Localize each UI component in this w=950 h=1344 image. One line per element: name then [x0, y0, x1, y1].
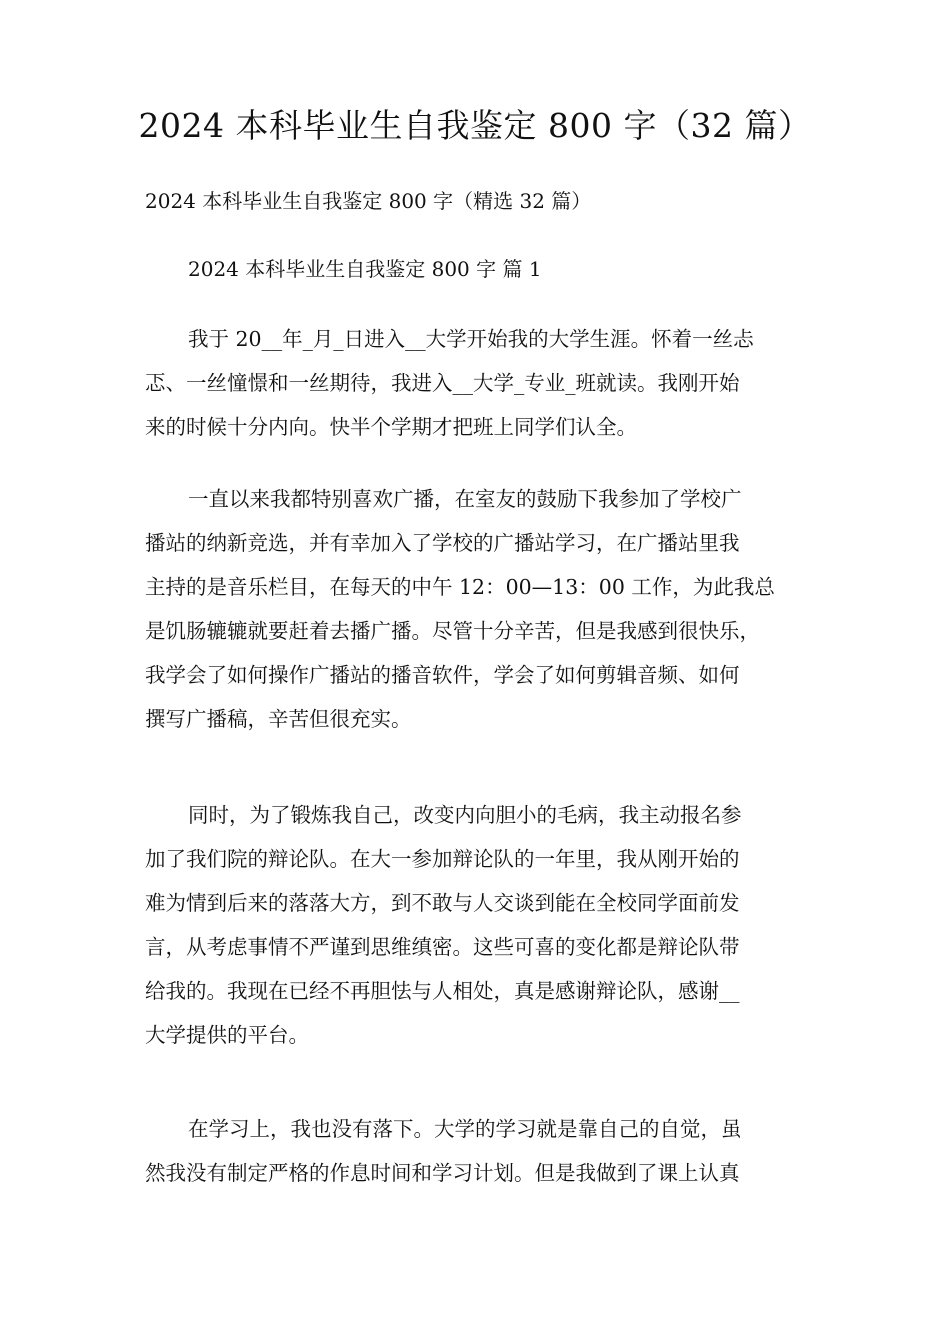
paragraph-line: 播站的纳新竞选，并有幸加入了学校的广播站学习，在广播站里我 — [145, 531, 740, 555]
paragraph-line: 在学习上，我也没有落下。大学的学习就是靠自己的自觉，虽 — [188, 1117, 742, 1141]
paragraph-line: 然我没有制定严格的作息时间和学习计划。但是我做到了课上认真 — [145, 1161, 740, 1185]
paragraph-line: 来的时候十分内向。快半个学期才把班上同学们认全。 — [145, 415, 637, 439]
paragraph-line: 忑、一丝憧憬和一丝期待，我进入__大学_专业_班就读。我刚开始 — [145, 371, 740, 395]
paragraph-line: 是饥肠辘辘就要赶着去播广播。尽管十分辛苦，但是我感到很快乐， — [145, 619, 760, 643]
paragraph-line: 撰写广播稿，辛苦但很充实。 — [145, 707, 412, 731]
paragraph-line: 同时，为了锻炼我自己，改变内向胆小的毛病，我主动报名参 — [188, 803, 742, 827]
paragraph-line: 主持的是音乐栏目，在每天的中午 12：00—13：00 工作，为此我总 — [145, 575, 775, 599]
paragraph-line: 我学会了如何操作广播站的播音软件，学会了如何剪辑音频、如何 — [145, 663, 740, 687]
paragraph-4 — [145, 1107, 805, 1195]
document-subtitle: 2024 本科毕业生自我鉴定 800 字（精选 32 篇） — [145, 189, 592, 213]
paragraph-line: 大学提供的平台。 — [145, 1023, 309, 1047]
paragraph-line: 我于 20__年_月_日进入__大学开始我的大学生涯。怀着一丝忐 — [188, 327, 754, 351]
paragraph-line: 难为情到后来的落落大方，到不敢与人交谈到能在全校同学面前发 — [145, 891, 740, 915]
paragraph-1 — [145, 317, 805, 449]
paragraph-3 — [145, 793, 805, 1057]
paragraph-line: 加了我们院的辩论队。在大一参加辩论队的一年里，我从刚开始的 — [145, 847, 740, 871]
document-title: 2024 本科毕业生自我鉴定 800 字（32 篇） — [138, 106, 812, 145]
paragraph-line: 一直以来我都特别喜欢广播，在室友的鼓励下我参加了学校广 — [188, 487, 742, 511]
paragraph-line: 给我的。我现在已经不再胆怯与人相处，真是感谢辩论队，感谢__ — [145, 979, 740, 1003]
paragraph-2 — [145, 477, 805, 741]
section-heading: 2024 本科毕业生自我鉴定 800 字 篇 1 — [188, 257, 542, 281]
paragraph-line: 言，从考虑事情不严谨到思维缜密。这些可喜的变化都是辩论队带 — [145, 935, 740, 959]
